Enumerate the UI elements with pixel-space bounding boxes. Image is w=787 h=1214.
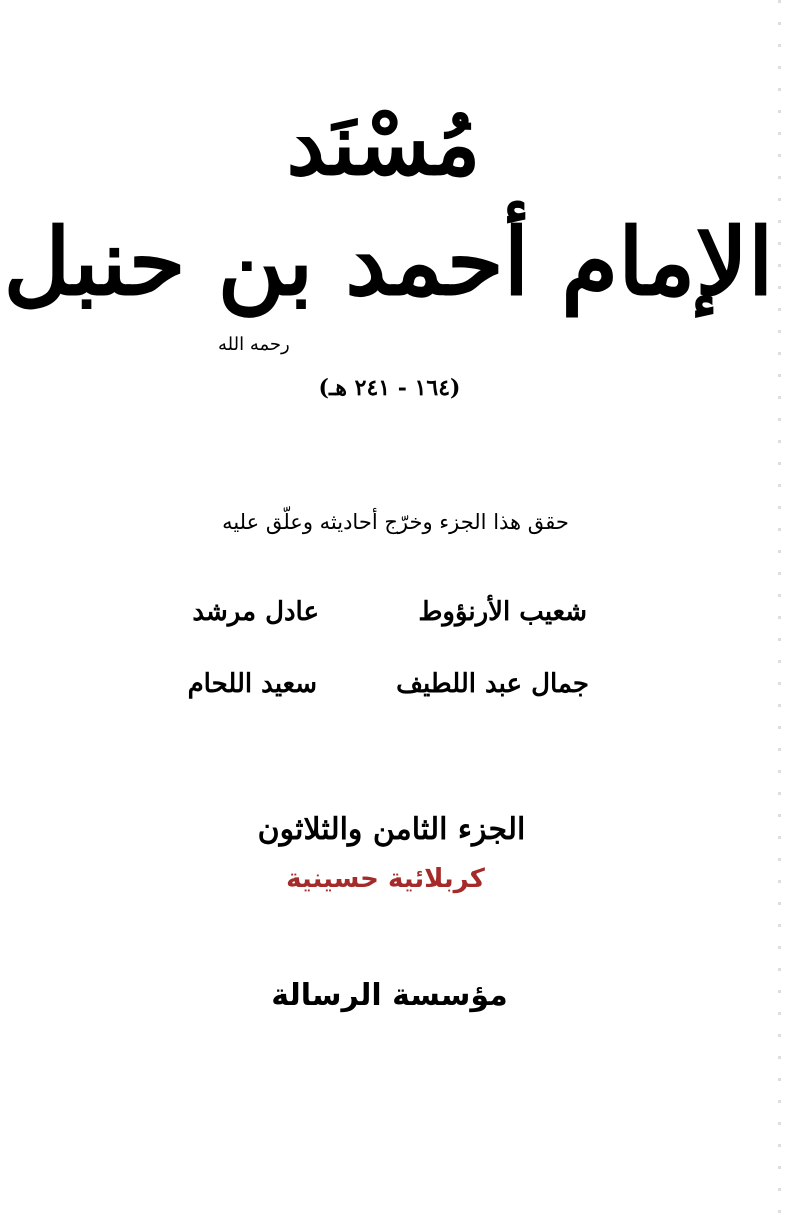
editor-name: جمال عبد اللطيف (396, 669, 589, 699)
book-title-imam-ahmad: الإمام أحمد بن حنبل (3, 208, 774, 316)
watermark-text: كربلائية حسينية (286, 864, 485, 894)
editor-name: سعيد اللحام (187, 669, 317, 699)
lifespan-dates: (١٦٤ - ٢٤١ هـ) (318, 375, 461, 401)
page-edge-marks (778, 0, 781, 1214)
publisher-name: مؤسسة الرسالة (271, 978, 508, 1013)
honorific-mark: رحمه الله (218, 334, 290, 355)
book-title-musnad: مُسْنَد (286, 94, 481, 195)
verification-statement: حقق هذا الجزء وخرّج أحاديثه وعلّق عليه (222, 510, 569, 534)
editor-name: شعيب الأرنؤوط (418, 597, 587, 627)
editor-name: عادل مرشد (192, 597, 319, 627)
volume-label: الجزء الثامن والثلاثون (257, 812, 526, 847)
